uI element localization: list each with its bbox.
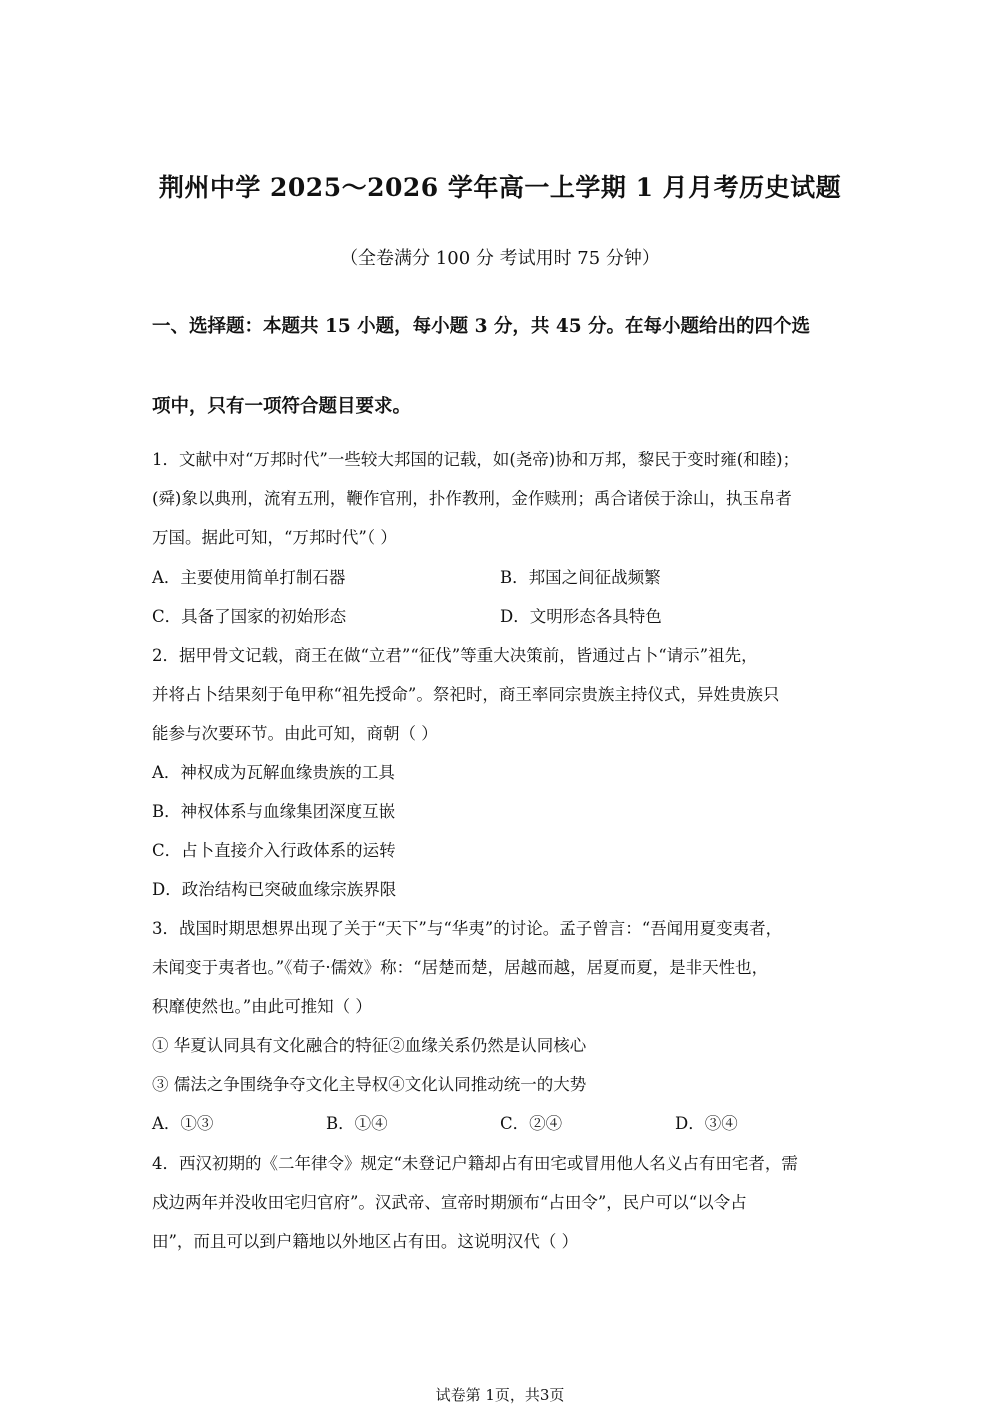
q3-text-line: 未闻变于夷者也。”《荀子·儒效》称：“居楚而楚，居越而越，居夏而夏，是非天性也， — [152, 958, 769, 977]
section-heading-line-2: 项中，只有一项符合题目要求。 — [152, 396, 412, 417]
q3-option-a: A．①③ — [152, 1114, 214, 1133]
q1-option-c: C．具备了国家的初始形态 — [152, 607, 347, 626]
q4-text-line: 戍边两年并没收田宅归官府”。汉武帝、宣帝时期颁布“占田令”，民户可以“以令占 — [152, 1193, 747, 1212]
q2-text-line: 并将占卜结果刻于龟甲称“祖先授命”。祭祀时，商王率同宗贵族主持仪式，异姓贵族只 — [152, 685, 780, 704]
q3-text-line: 积靡使然也。”由此可推知（ ） — [152, 997, 372, 1016]
q1-text-line: 万国。据此可知，“万邦时代”（ ） — [152, 528, 397, 547]
q2-option-d: D．政治结构已突破血缘宗族界限 — [152, 880, 397, 899]
q3-statement-line: ③ 儒法之争围绕争夺文化主导权④文化认同推动统一的大势 — [152, 1075, 587, 1094]
q1-option-a: A．主要使用简单打制石器 — [152, 568, 346, 587]
q1-text-line: (舜)象以典刑，流宥五刑，鞭作官刑，扑作教刑，金作赎刑；禹合诸侯于涂山，执玉帛者 — [152, 489, 792, 508]
q1-option-d: D．文明形态各具特色 — [500, 607, 662, 626]
page-title: 荆州中学 2025～2026 学年高一上学期 1 月月考历史试题 — [158, 173, 842, 202]
q4-text-line: 田”，而且可以到户籍地以外地区占有田。这说明汉代（ ） — [152, 1232, 579, 1251]
q1-option-b: B．邦国之间征战频繁 — [500, 568, 661, 587]
q2-option-c: C．占卜直接介入行政体系的运转 — [152, 841, 396, 860]
q2-text-line: 2．据甲骨文记载，商王在做“立君”“征伐”等重大决策前，皆通过占卜“请示”祖先， — [152, 646, 758, 665]
q4-text-line: 4．西汉初期的《二年律令》规定“未登记户籍却占有田宅或冒用他人名义占有田宅者，需 — [152, 1154, 798, 1173]
section-heading-line-1: 一、选择题：本题共 15 小题，每小题 3 分，共 45 分。在每小题给出的四个选 — [152, 316, 811, 337]
q2-option-b: B．神权体系与血缘集团深度互嵌 — [152, 802, 396, 821]
page-footer: 试卷第 1页，共3页 — [435, 1386, 565, 1404]
q2-option-a: A．神权成为瓦解血缘贵族的工具 — [152, 763, 395, 782]
q3-option-c: C．②④ — [500, 1114, 563, 1133]
q1-text-line: 1．文献中对“万邦时代”一些较大邦国的记载，如(尧帝)协和万邦，黎民于变时雍(和睦)； — [152, 450, 800, 469]
q3-statement-line: ① 华夏认同具有文化融合的特征②血缘关系仍然是认同核心 — [152, 1036, 587, 1055]
q3-option-b: B．①④ — [326, 1114, 388, 1133]
q3-option-d: D．③④ — [675, 1114, 738, 1133]
q2-text-line: 能参与次要环节。由此可知，商朝（ ） — [152, 724, 438, 743]
q3-text-line: 3．战国时期思想界出现了关于“天下”与“华夷”的讨论。孟子曾言：“吾闻用夏变夷者， — [152, 919, 783, 938]
exam-info: （全卷满分 100 分 考试用时 75 分钟） — [340, 248, 660, 269]
